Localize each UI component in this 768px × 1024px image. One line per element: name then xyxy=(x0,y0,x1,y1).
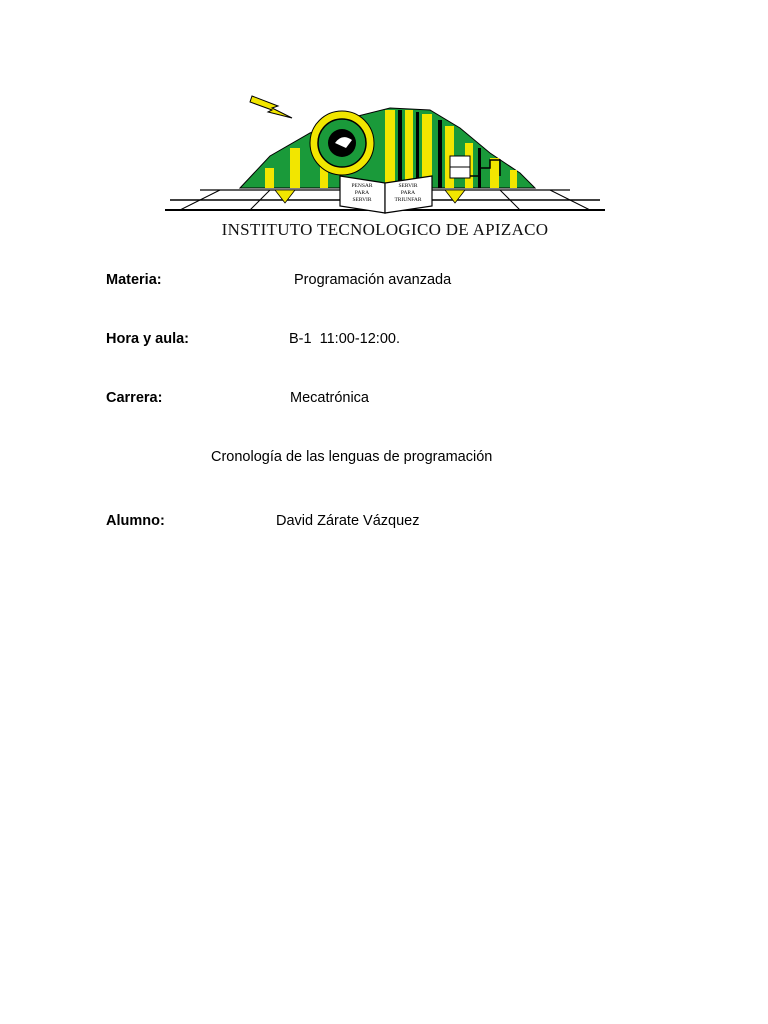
field-row-hora-aula xyxy=(0,330,768,348)
document-title: Cronología de las lenguas de programación xyxy=(211,449,493,465)
field-label: Carrera: xyxy=(106,390,163,406)
field-row-materia xyxy=(0,271,768,289)
book-left-line-3: SERVIR xyxy=(352,197,372,203)
field-row-alumno xyxy=(0,512,768,530)
field-label: Hora y aula: xyxy=(106,331,189,347)
book-left-line-1: PENSAR xyxy=(351,183,373,189)
book-left-line-2: PARA xyxy=(354,190,370,196)
institution-name: INSTITUTO TECNOLOGICO DE APIZACO xyxy=(221,220,549,239)
field-value: Mecatrónica xyxy=(290,390,369,406)
book-right-line-1: SERVIR xyxy=(398,183,418,189)
field-value: B-1 11:00-12:00. xyxy=(289,331,400,347)
book-right-line-3: TRIUNFAR xyxy=(394,197,422,203)
book-right-line-2: PARA xyxy=(400,190,416,196)
field-value: Programación avanzada xyxy=(294,272,452,288)
field-label: Alumno: xyxy=(106,513,165,529)
field-label: Materia: xyxy=(106,272,162,288)
field-value: David Zárate Vázquez xyxy=(276,513,420,529)
field-row-carrera xyxy=(0,389,768,407)
